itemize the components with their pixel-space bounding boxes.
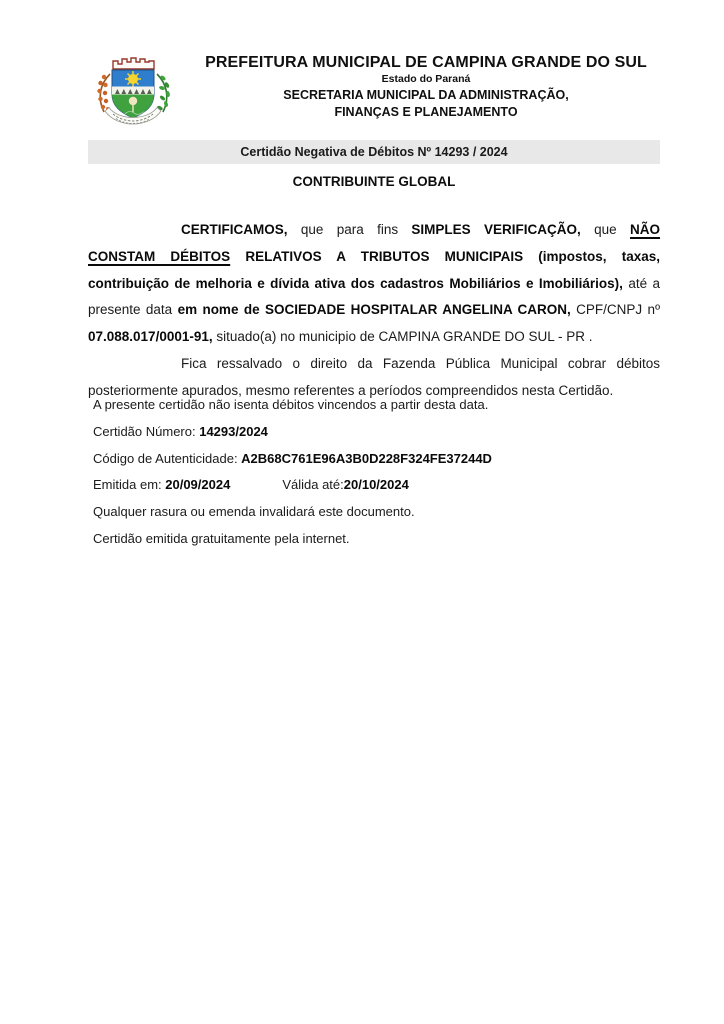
department-line-2: FINANÇAS E PLANEJAMENTO — [334, 105, 518, 119]
text-run: RELATIVOS A TRIBUTOS MUNICIPAIS (impostos, taxas, contribuição de melhoria e dívida ativa dos cadastros Mobiliários e Imobiliários), — [88, 248, 660, 291]
document-header — [170, 53, 682, 121]
left-branch — [97, 74, 110, 112]
certification-paragraph — [88, 217, 660, 351]
text-run: CPF/CNPJ nº — [570, 302, 660, 318]
right-branch — [157, 74, 171, 112]
valid-until-value: 20/10/2024 — [343, 477, 409, 493]
text-run: que para fins — [287, 222, 412, 237]
crown — [113, 58, 154, 69]
certificate-details — [93, 392, 660, 553]
certificate-title-bar — [88, 140, 660, 164]
disclaimer-line: A presente certidão não isenta débitos vincendos a partir desta data. — [93, 397, 489, 412]
text-run: SIMPLES VERIFICAÇÃO, — [411, 222, 581, 237]
certificate-number-value: 14293/2024 — [199, 423, 268, 439]
state-subtitle: Estado do Paraná — [381, 73, 471, 85]
valid-until-label: Válida até: — [282, 477, 344, 493]
certificate-body — [88, 217, 660, 405]
certificate-title: Certidão Negativa de Débitos Nº 14293 / 2024 — [240, 145, 508, 159]
authenticity-code-line — [93, 446, 660, 473]
authenticity-code-value: A2B68C761E96A3B0D228F324FE37244D — [241, 450, 492, 466]
dates-line — [93, 472, 660, 499]
municipality-title: PREFEITURA MUNICIPAL DE CAMPINA GRANDE DO SUL — [205, 54, 647, 71]
text-run: CERTIFICAMOS, — [181, 222, 288, 237]
text-run: até a presente data — [88, 275, 661, 318]
text-run: situado(a) no municipio de CAMPINA GRANDE DO SUL - PR . — [212, 329, 593, 345]
text-run: que — [580, 222, 630, 237]
taxpayer-name: em nome de SOCIEDADE HOSPITALAR ANGELINA CARON, — [177, 302, 571, 318]
department-line-1: SECRETARIA MUNICIPAL DA ADMINISTRAÇÃO, — [283, 88, 569, 102]
certificate-number-label: Certidão Número: — [93, 423, 200, 439]
taxpayer-cnpj: 07.088.017/0001-91, — [88, 329, 213, 345]
issued-date-value: 20/09/2024 — [165, 477, 231, 493]
issued-date-label: Emitida em: — [93, 477, 166, 493]
tamper-warning-line: Qualquer rasura ou emenda invalidará este documento. — [93, 504, 415, 520]
reservation-paragraph: Fica ressalvado o direito da Fazenda Pública Municipal cobrar débitos posteriormente apurados, mesmo referentes a períodos compreendidos nesta Certidão. — [88, 355, 660, 398]
authenticity-code-label: Código de Autenticidade: — [93, 450, 242, 466]
text-run-underlined: NÃO CONSTAM DÉBITOS — [88, 222, 660, 264]
taxpayer-type-heading: CONTRIBUINTE GLOBAL — [292, 174, 456, 189]
shield — [112, 70, 154, 121]
certificate-number-line — [93, 419, 660, 446]
internet-issue-line: Certidão emitida gratuitamente pela internet. — [93, 530, 350, 546]
municipal-coat-of-arms-icon — [94, 54, 174, 134]
